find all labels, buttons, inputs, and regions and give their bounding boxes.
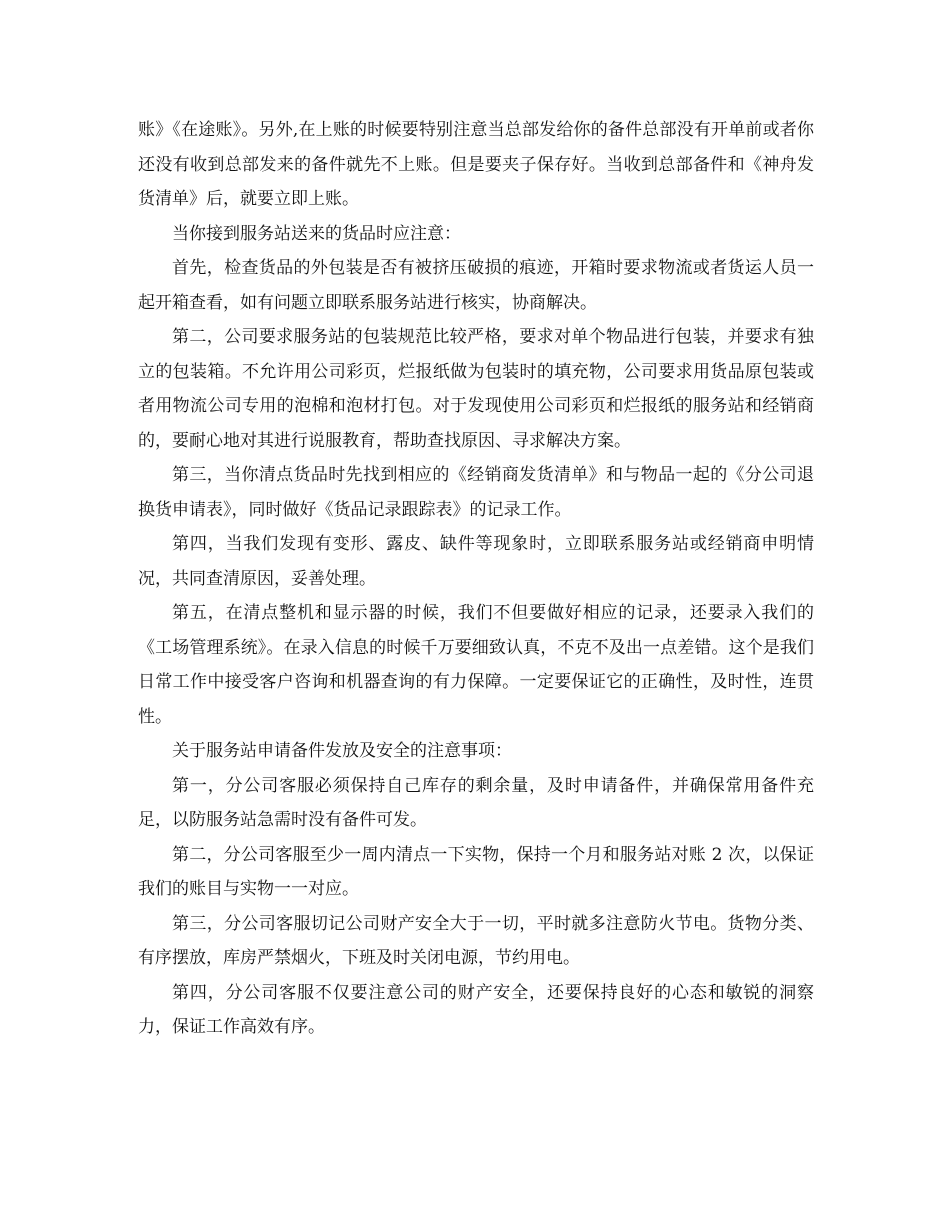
paragraph-continuation: 账》《在途账》。另外,在上账的时候要特别注意当总部发给你的备件总部没有开单前或者你还没有收到总部发来的备件就先不上账。但是要夹子保存好。当收到总部备件和《神舟发货清单》后，就要立即上账。: [138, 120, 814, 209]
paragraph-receiving-heading: 当你接到服务站送来的货品时应注意：: [172, 223, 461, 244]
paragraph-fourth-defects: 第四，当我们发现有变形、露皮、缺件等现象时，立即联系服务站或经销商申明情况，共同查清原因，妥善处理。: [138, 534, 814, 589]
paragraph-safety-heading: 关于服务站申请备件发放及安全的注意事项：: [172, 741, 512, 761]
paragraph-second-packaging-rules: 第二，公司要求服务站的包装规范比较严格，要求对单个物品进行包装，并要求有独立的包装箱。不允许用公司彩页，烂报纸做为包装时的填充物，公司要求用货品原包装或者用物流公司专用的泡棉和泡材打包。对于发现使用公司彩页和烂报纸的服务站和经销商的，要耐心地对其进行说服教育，帮助查找原因、寻求解决方案。: [138, 327, 814, 451]
paragraph-safety-third: 第三，分公司客服切记公司财产安全大于一切，平时就多注意防火节电。货物分类、有序摆放，库房严禁烟火，下班及时关闭电源，节约用电。: [138, 913, 814, 968]
paragraph-safety-second: 第二，分公司客服至少一周内清点一下实物，保持一个月和服务站对账 2 次，以保证我们的账目与实物一一对应。: [138, 844, 814, 899]
paragraph-safety-first: 第一，分公司客服必须保持自己库存的剩余量，及时申请备件，并确保常用备件充足，以防服务站急需时没有备件可发。: [138, 775, 814, 830]
paragraph-third-count-goods: 第三，当你清点货品时先找到相应的《经销商发货清单》和与物品一起的《分公司退换货申请表》，同时做好《货品记录跟踪表》的记录工作。: [138, 465, 814, 520]
paragraph-first-check-packaging: 首先，检查货品的外包装是否有被挤压破损的痕迹，开箱时要求物流或者货运人员一起开箱查看，如有问题立即联系服务站进行核实，协商解决。: [138, 258, 814, 313]
paragraph-safety-fourth: 第四，分公司客服不仅要注意公司的财产安全，还要保持良好的心态和敏锐的洞察力，保证工作高效有序。: [138, 982, 814, 1037]
document-body: [138, 113, 814, 1045]
paragraph-fifth-system-entry: 第五，在清点整机和显示器的时候，我们不但要做好相应的记录，还要录入我们的《工场管理系统》。在录入信息的时候千万要细致认真，不克不及出一点差错。这个是我们日常工作中接受客户咨询和机器查询的有力保障。一定要保证它的正确性，及时性，连贯性。: [138, 603, 814, 727]
